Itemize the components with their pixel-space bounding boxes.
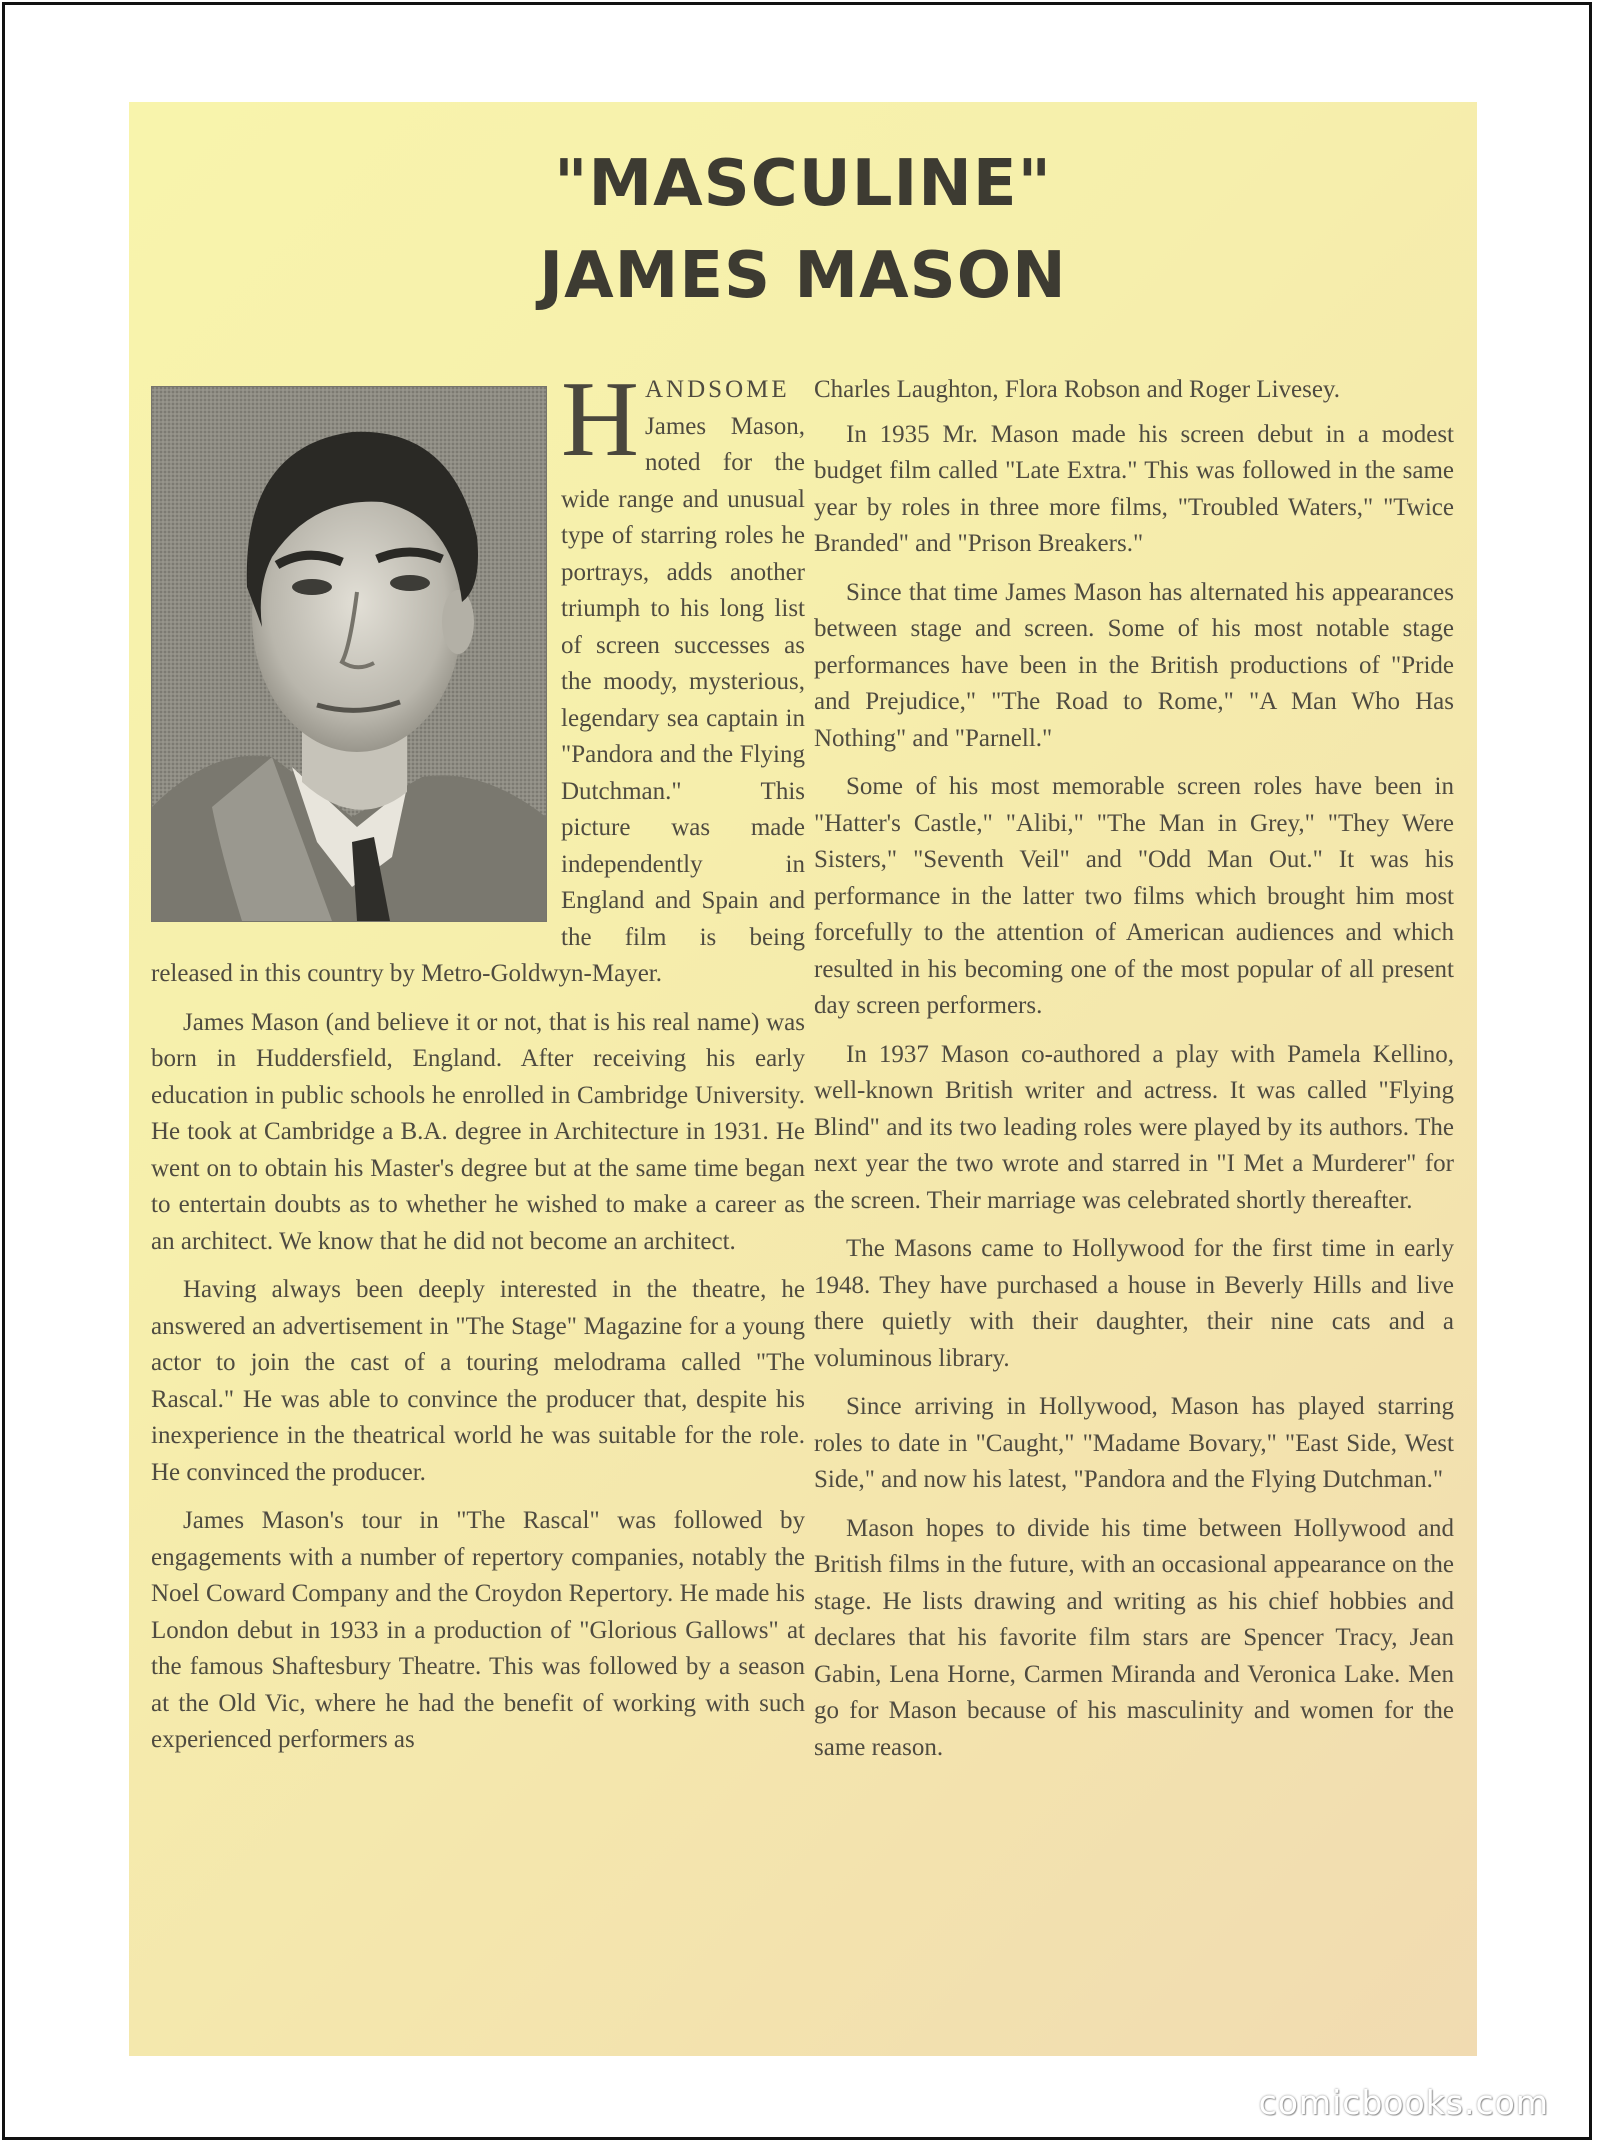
- paragraph-3: Having always been deeply interested in the theatre, he answered an advertisement in "The Stage" Magazine for a young actor to join the cast of a touring melodrama called "The Rascal." He was able to convince the producer that, despite his inexperience in the theatrical world he was suitable for the role. He convinced the producer.: [151, 1276, 805, 1486]
- portrait-photo-icon-graphic: [152, 387, 546, 921]
- site-watermark: comicbooks.com: [1258, 2083, 1549, 2122]
- paragraph-11: Mason hopes to divide his time between Hollywood and British films in the future, with an occasional appearance on the stage. He lists drawing and writing as his chief hobbies and declares that his favorite film stars are Spencer Tracy, Jean Gabin, Lena Horne, Carmen Miranda and Veronica Lake. Men go for Mason because of his masculinity and women for the same reason.: [814, 1514, 1454, 1761]
- paragraph-5: In 1935 Mr. Mason made his screen debut in a modest budget film called "Late Extra." This was followed in the same year by roles in three more films, "Troubled Waters," "Twice Branded" and "Prison Breakers.": [814, 420, 1454, 557]
- lead-word: ANDSOME: [645, 376, 790, 403]
- paragraph-4: James Mason's tour in "The Rascal" was followed by engagements with a number of repertory companies, notably the Noel Coward Company and the Croydon Repertory. He made his London debut in 1933 in a production of "Glorious Gallows" at the famous Shaftesbury Theatre. This was followed by a season at the Old Vic, where he had the benefit of working with such experienced performers as: [151, 1507, 805, 1753]
- paragraph-7: Some of his most memorable screen roles have been in "Hatter's Castle," "Alibi," "The Man in Grey," "They Were Sisters," "Seventh Veil" and "Odd Man Out." It was his performance in the latter two films which brought him most forcefully to the attention of American audiences and which resulted in his becoming one of the most popular of all present day screen performers.: [814, 773, 1454, 1019]
- paragraph-6: Since that time James Mason has alternated his appearances between stage and screen. Some of his most notable stage performances have been in the British productions of "Pride and Prejudice," "The Road to Rome," "A Man Who Has Nothing" and "Parnell.": [814, 578, 1454, 752]
- paragraph-1-text: James Mason, noted for the wide range and unusual type of starring roles he portrays, adds another triumph to his long list of screen successes as the moody, mysterious, legendary sea captain in "Pandora and the Flying Dutchman." This picture was made independently in England and Spain and the film is being released in this country by Metro-Goldwyn-Mayer.: [151, 412, 805, 987]
- right-column: [814, 372, 1454, 1778]
- page-border: [2, 2, 1592, 2140]
- article-title: [129, 138, 1477, 322]
- left-column: [151, 360, 805, 1771]
- magazine-page: [129, 102, 1477, 2056]
- portrait-photo-icon: [151, 386, 547, 922]
- title-line-1: "MASCULINE": [554, 147, 1052, 221]
- paragraph-2: James Mason (and believe it or not, that is his real name) was born in Huddersfield, England. After receiving his early education in public schools he enrolled in Cambridge University. He took at Cambridge a B.A. degree in Architecture in 1931. He went on to obtain his Master's degree but at the same time began to entertain doubts as to whether he wished to make a career as an architect. We know that he did not become an architect.: [151, 1008, 805, 1255]
- paragraph-4-continued: Charles Laughton, Flora Robson and Roger Livesey.: [814, 376, 1341, 403]
- paragraph-9: The Masons came to Hollywood for the first time in early 1948. They have purchased a house in Beverly Hills and live there quietly with their daughter, their nine cats and a voluminous library.: [814, 1235, 1454, 1372]
- paragraph-10: Since arriving in Hollywood, Mason has played starring roles to date in "Caught," "Madame Bovary," "East Side, West Side," and now his latest, "Pandora and the Flying Dutchman.": [814, 1393, 1454, 1493]
- drop-cap: H: [561, 360, 639, 479]
- paragraph-8: In 1937 Mason co-authored a play with Pamela Kellino, well-known British writer and actress. It was called "Flying Blind" and its two leading roles were played by its authors. The next year the two wrote and starred in "I Met a Murderer" for the screen. Their marriage was celebrated shortly thereafter.: [814, 1040, 1454, 1214]
- title-line-2: JAMES MASON: [539, 239, 1067, 313]
